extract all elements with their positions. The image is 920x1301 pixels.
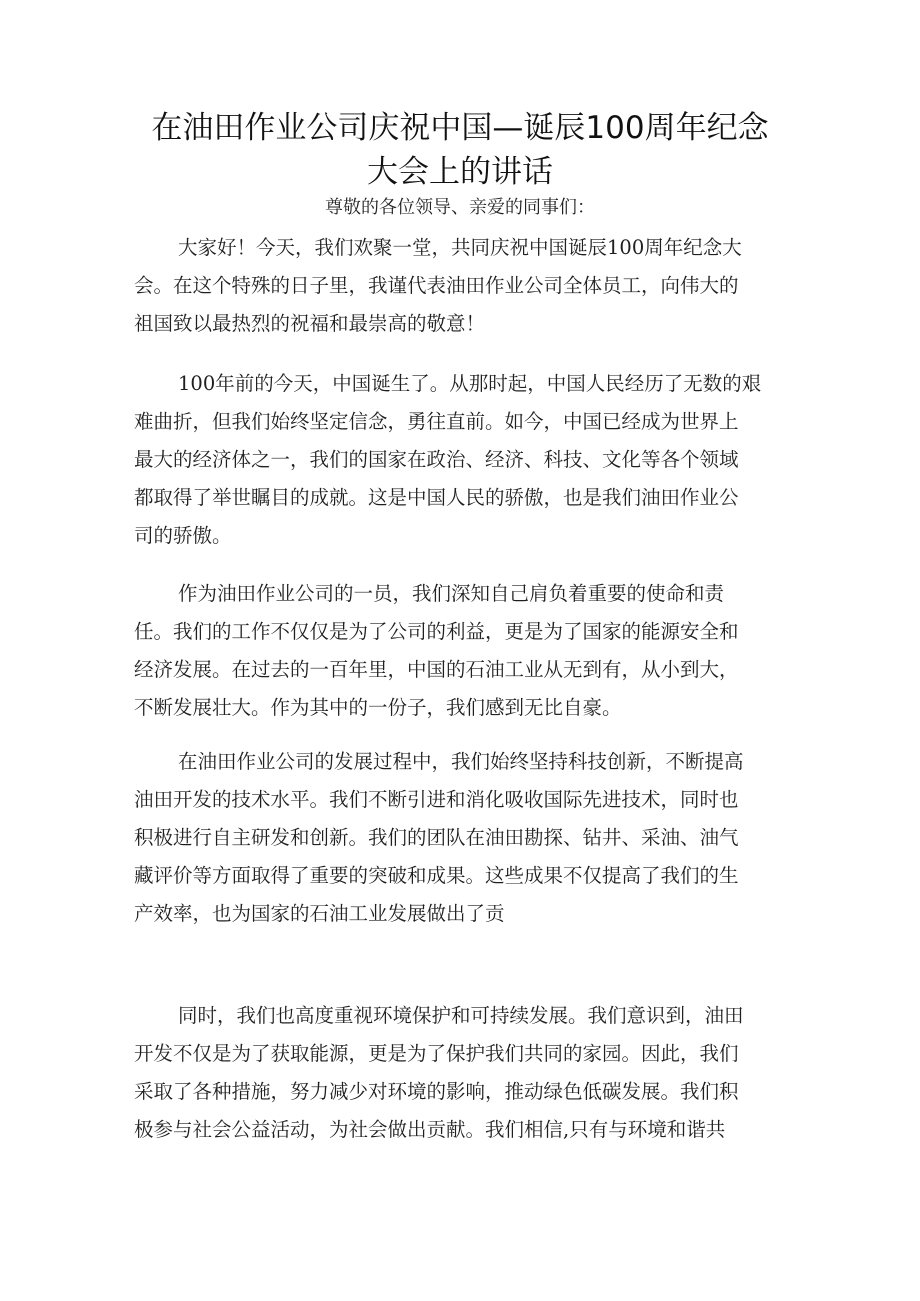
paragraph-line: 藏评价等方面取得了重要的突破和成果。这些成果不仅提高了我们的生 [134,864,739,887]
paragraph-line: 会。在这个特殊的日子里，我谨代表油田作业公司全体员工，向伟大的 [134,274,739,297]
paragraph-2 [134,365,774,555]
greeting: 尊敬的各位领导、亲爱的同事们： [325,197,595,218]
paragraph-line: 不断发展壮大。作为其中的一份子，我们感到无比自豪。 [134,696,622,719]
paragraph-line: 都取得了举世瞩目的成就。这是中国人民的骄傲，也是我们油田作业公 [134,486,739,509]
paragraph-line: 经济发展。在过去的一百年里，中国的石油工业从无到有，从小到大， [134,658,739,681]
paragraph-line: 大家好！今天，我们欢聚一堂，共同庆祝中国诞辰100周年纪念大 [178,236,742,259]
paragraph-line: 在油田作业公司的发展过程中，我们始终坚持科技创新，不断提高 [178,750,744,773]
document-title-line-1: 在油田作业公司庆祝中国—诞辰100周年纪念 [151,110,769,146]
paragraph-5 [134,997,774,1149]
paragraph-3 [134,575,774,727]
paragraph-line: 油田开发的技术水平。我们不断引进和消化吸收国际先进技术，同时也 [134,788,739,811]
paragraph-line: 祖国致以最热烈的祝福和最崇高的敬意！ [134,312,486,335]
document-title-line-2: 大会上的讲话 [367,154,553,190]
paragraph-line: 作为油田作业公司的一员，我们深知自己肩负着重要的使命和责 [178,582,725,605]
paragraph-line: 司的骄傲。 [134,524,232,547]
paragraph-line: 极参与社会公益活动，为社会做出贡献。我们相信,只有与环境和谐共 [134,1118,726,1141]
paragraph-line: 任。我们的工作不仅仅是为了公司的利益，更是为了国家的能源安全和 [134,620,739,643]
paragraph-line: 难曲折，但我们始终坚定信念，勇往直前。如今，中国已经成为世界上 [134,410,739,433]
paragraph-line: 同时，我们也高度重视环境保护和可持续发展。我们意识到，油田 [178,1004,744,1027]
paragraph-line: 开发不仅是为了获取能源，更是为了保护我们共同的家园。因此，我们 [134,1042,739,1065]
paragraph-line: 采取了各种措施，努力减少对环境的影响，推动绿色低碳发展。我们积 [134,1080,739,1103]
paragraph-line: 100年前的今天，中国诞生了。从那时起，中国人民经历了无数的艰 [178,372,762,395]
paragraph-line: 积极进行自主研发和创新。我们的团队在油田勘探、钻井、采油、油气 [134,826,739,849]
paragraph-4 [134,743,774,933]
paragraph-line: 最大的经济体之一，我们的国家在政治、经济、科技、文化等各个领域 [134,448,739,471]
paragraph-line: 产效率，也为国家的石油工业发展做出了贡 [134,902,505,925]
paragraph-1 [134,229,774,343]
